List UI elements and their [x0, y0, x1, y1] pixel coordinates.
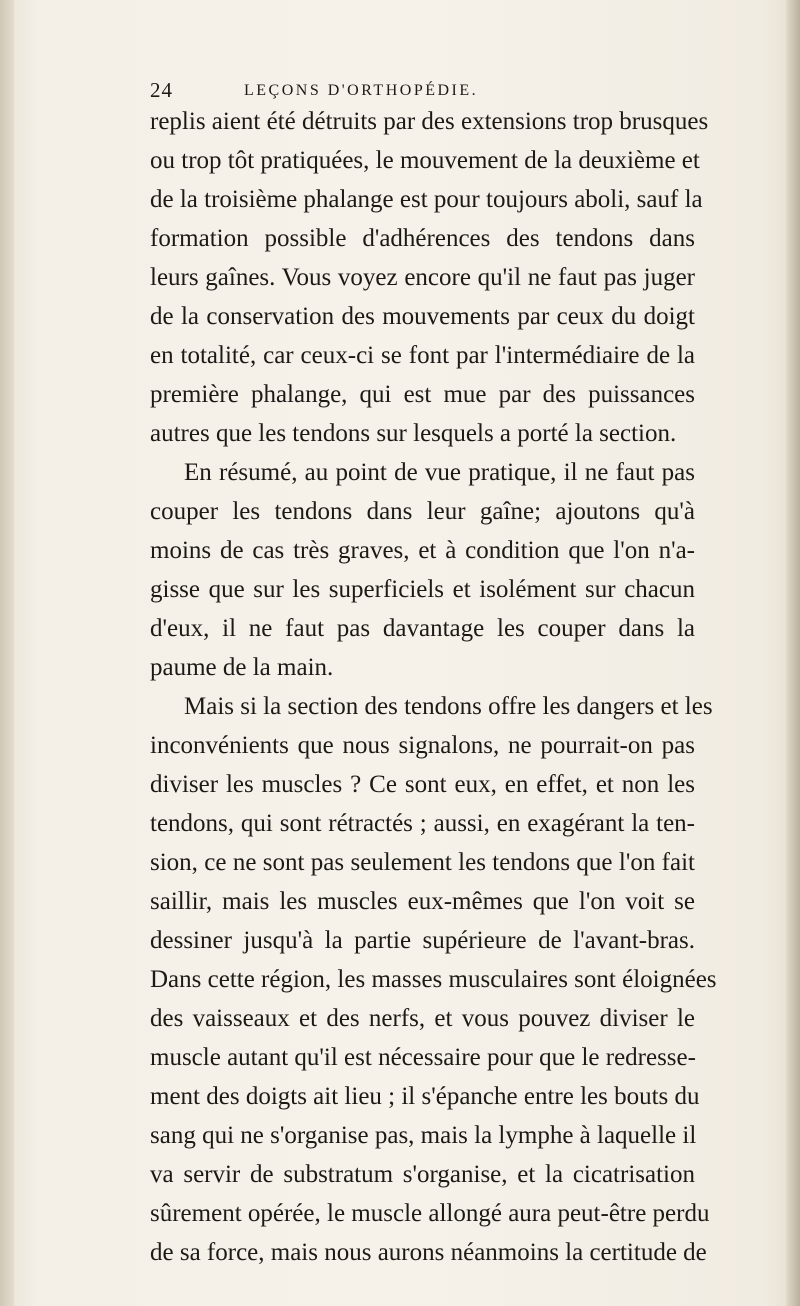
running-title: LEÇONS D'ORTHOPÉDIE. [244, 82, 479, 99]
text-line: inconvénients que nous signalons, ne pourrait-on pas [150, 732, 695, 759]
text-line: de sa force, mais nous aurons néanmoins la certitude de [150, 1239, 707, 1266]
page-left-edge [0, 0, 14, 1306]
text-line: en totalité, car ceux-ci se font par l'intermédiaire de la [150, 342, 695, 369]
text-line: paume de la main. [150, 654, 334, 681]
text-line: sang qui ne s'organise pas, mais la lymphe à laquelle il [150, 1122, 697, 1149]
text-line: saillir, mais les muscles eux-mêmes que l'on voit se [150, 888, 695, 915]
text-line: de la troisième phalange est pour toujours aboli, sauf la [150, 186, 703, 213]
paragraph-start-line: En résumé, au point de vue pratique, il ne faut pas [184, 459, 695, 486]
text-line: gisse que sur les superficiels et isolément sur chacun [150, 576, 695, 603]
text-line: va servir de substratum s'organise, et la cicatrisation [150, 1161, 695, 1188]
text-line: leurs gaînes. Vous voyez encore qu'il ne faut pas juger [150, 264, 695, 291]
text-line: de la conservation des mouvements par ceux du doigt [150, 303, 695, 330]
text-line: ment des doigts ait lieu ; il s'épanche entre les bouts du [150, 1083, 700, 1110]
page-right-edge [786, 0, 800, 1306]
text-line: dessiner jusqu'à la partie supérieure de l'avant-bras. [150, 927, 695, 954]
body-text [150, 102, 717, 1272]
text-line: ou trop tôt pratiquées, le mouvement de la deuxième et [150, 147, 700, 174]
text-line: sion, ce ne sont pas seulement les tendons que l'on fait [150, 849, 695, 876]
text-line: moins de cas très graves, et à condition que l'on n'a- [150, 537, 695, 564]
page-number: 24 [150, 78, 173, 102]
text-line: muscle autant qu'il est nécessaire pour que le redresse- [150, 1044, 696, 1071]
text-line: des vaisseaux et des nerfs, et vous pouvez diviser le [150, 1005, 695, 1032]
text-line: couper les tendons dans leur gaîne; ajoutons qu'à [150, 498, 695, 525]
text-line: première phalange, qui est mue par des puissances [150, 381, 695, 408]
text-line: replis aient été détruits par des extensions trop brusques [150, 108, 709, 135]
text-line: tendons, qui sont rétractés ; aussi, en exagérant la ten- [150, 810, 695, 837]
paragraph-start-line: Mais si la section des tendons offre les dangers et les [184, 693, 713, 720]
text-line: d'eux, il ne faut pas davantage les couper dans la [150, 615, 695, 642]
text-line: sûrement opérée, le muscle allongé aura peut-être perdu [150, 1200, 710, 1227]
text-line: autres que les tendons sur lesquels a porté la section. [150, 420, 677, 447]
text-line: diviser les muscles ? Ce sont eux, en effet, et non les [150, 771, 695, 798]
text-line: Dans cette région, les masses musculaires sont éloignées [150, 966, 717, 993]
text-line: formation possible d'adhérences des tendons dans [150, 225, 695, 252]
